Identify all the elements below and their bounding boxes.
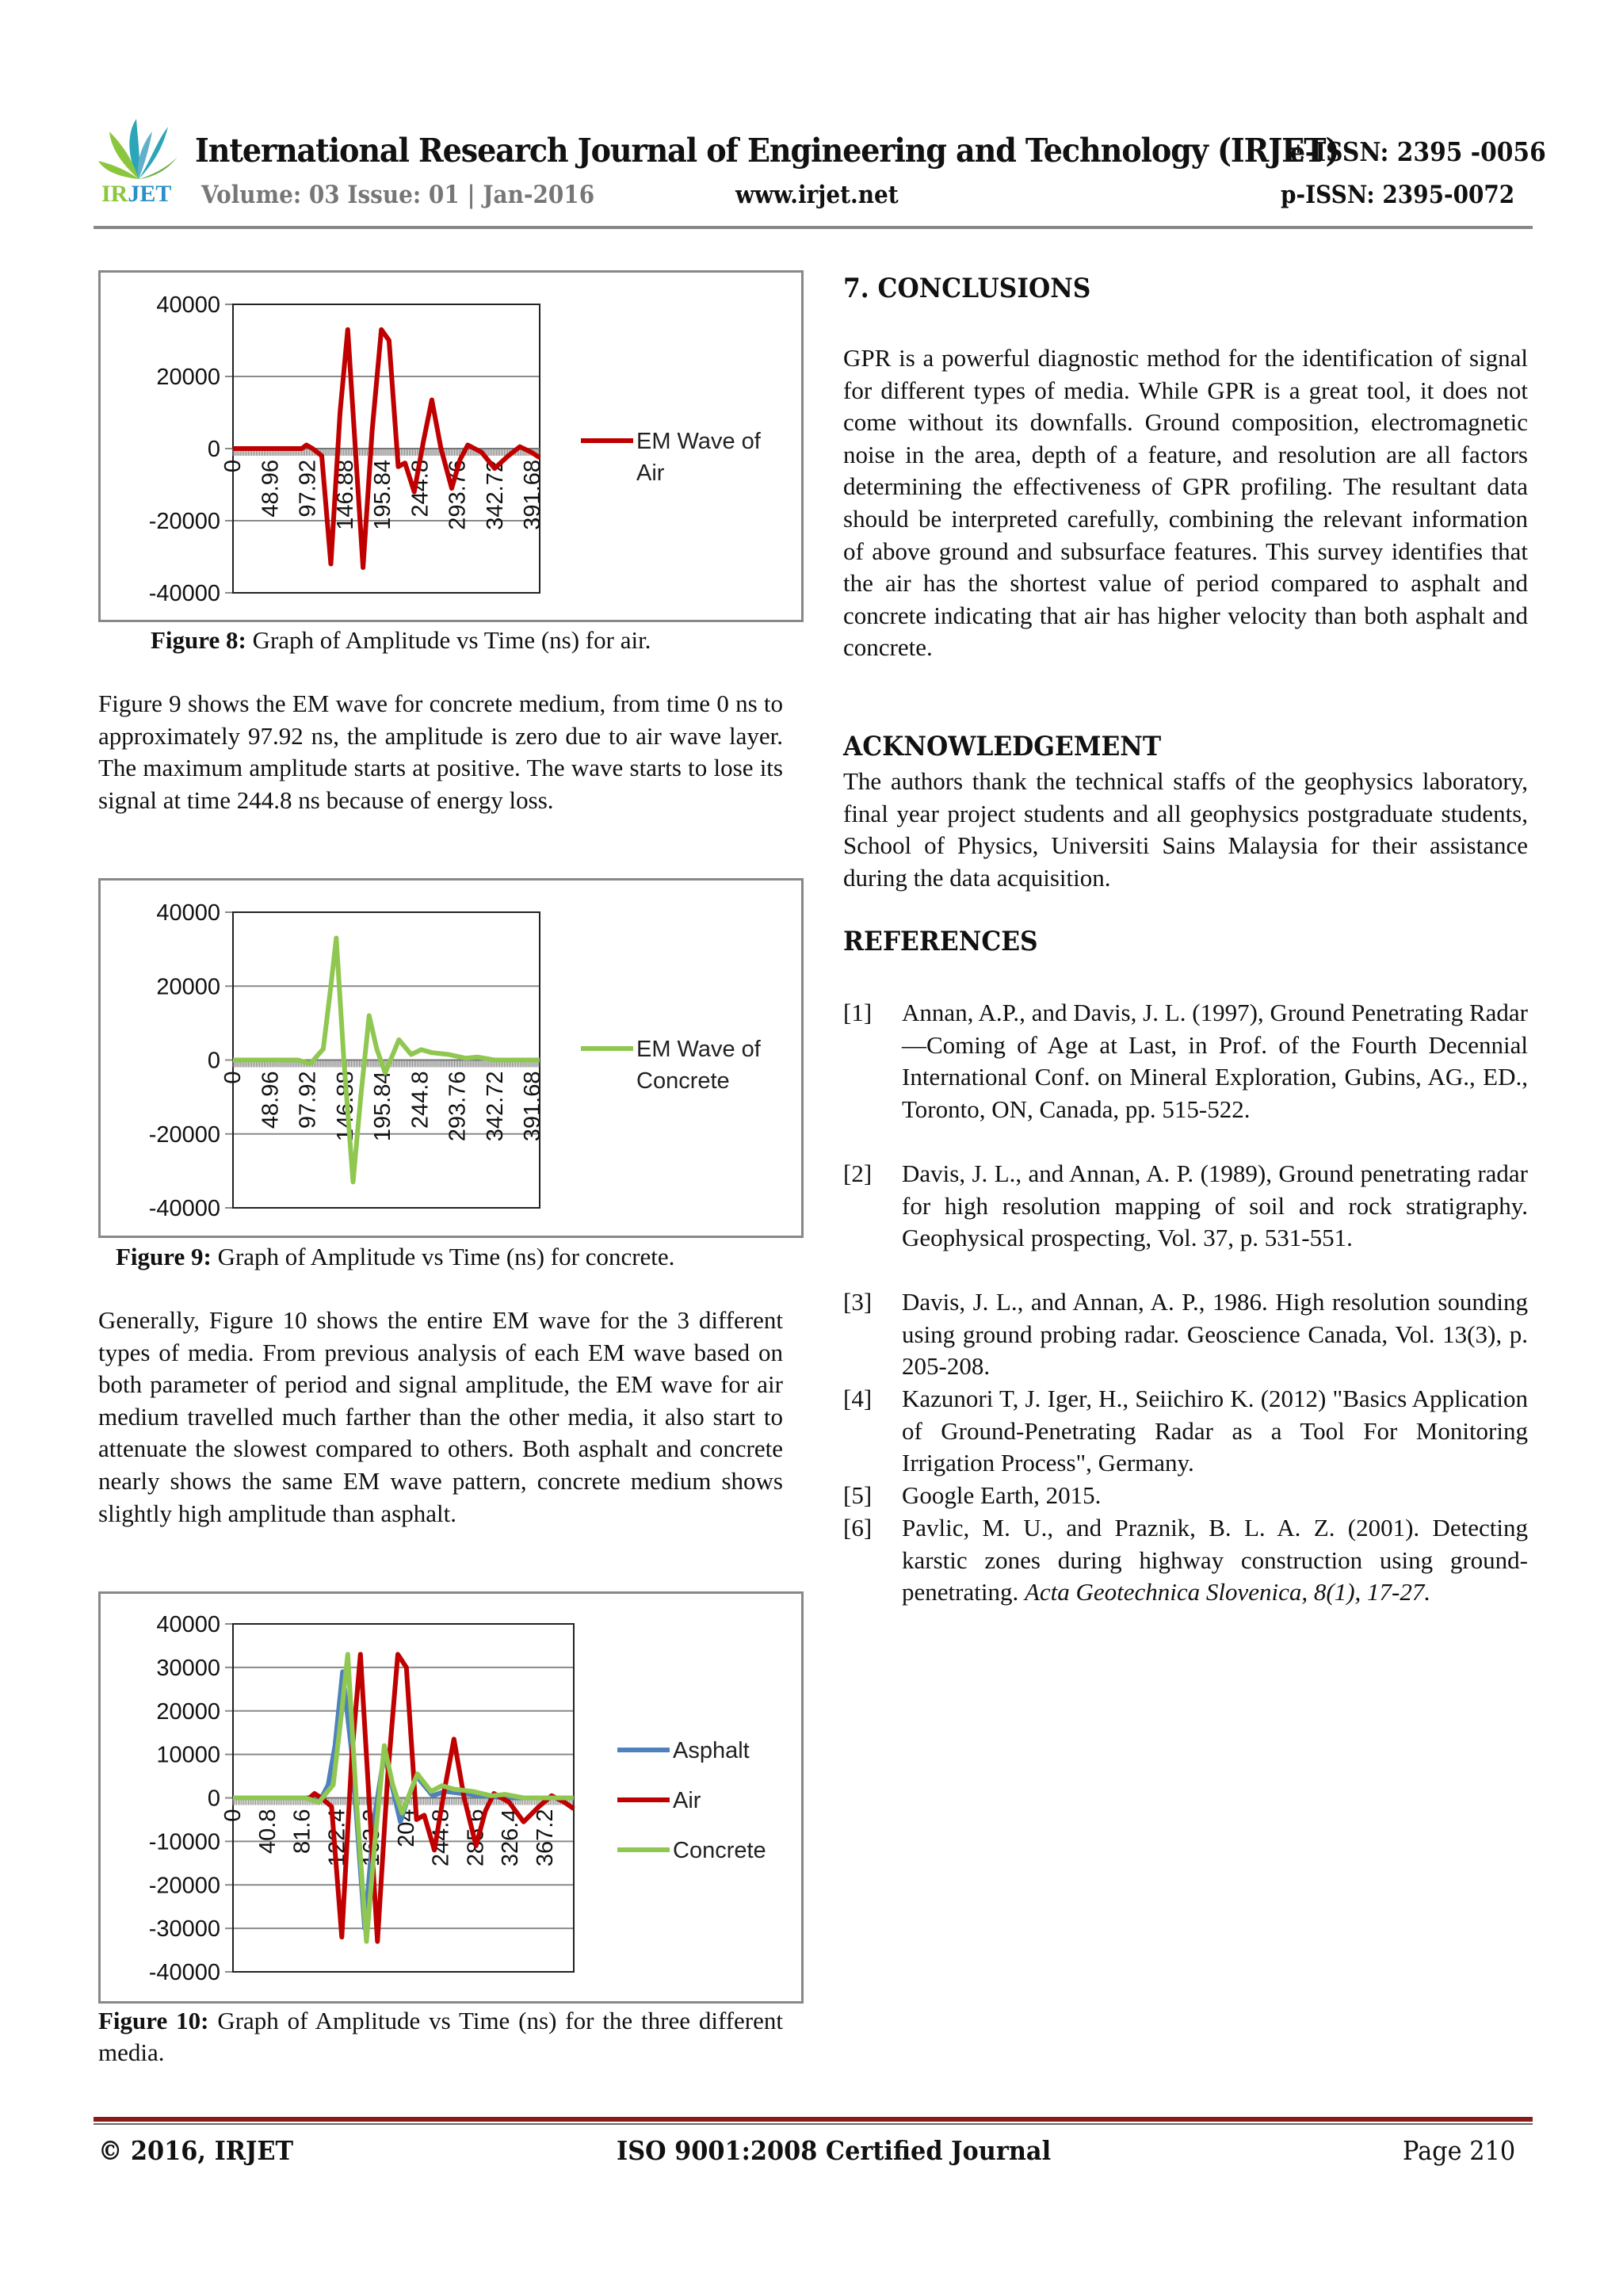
paragraph-figure-10-description: Generally, Figure 10 shows the entire EM wave for the 3 different types of media. From previous analysis of each EM wave based on both parameter of period and signal amplitude, the EM wave for air medium travelled much farther than the other media, it also start to attenuate the slowest compared to others. Both asphalt and concrete nearly shows the same EM wave pattern, concrete medium shows slightly high amplitude than asphalt. [98, 1306, 783, 1527]
reference-item [843, 1158, 1528, 1255]
reference-journal: Acta Geotechnica Slovenica, 8(1), 17-27. [1024, 1578, 1431, 1606]
figure-8-caption [151, 625, 651, 656]
x-tick-label: 0 [220, 460, 246, 473]
references-heading: REFERENCES [843, 926, 1038, 957]
footer-divider [94, 2117, 1533, 2122]
y-tick-label: -40000 [148, 1960, 220, 1985]
footer-page-number: Page 210 [1403, 2135, 1516, 2166]
reference-text-main: Pavlic, M. U., and Praznik, B. L. A. Z. (2001). Detecting karstic zones during highway construction using ground-penetrating. [902, 1514, 1528, 1606]
reference-item [843, 1286, 1528, 1383]
x-tick-label: 48.96 [258, 460, 284, 518]
figure-10-caption [98, 2005, 783, 2069]
e-issn: e-ISSN: 2395 -0056 [1290, 136, 1546, 167]
x-tick-label: 285.6 [463, 1809, 489, 1867]
reference-text: Davis, J. L., and Annan, A. P. (1989), Ground penetrating radar for high resolution mapping of soil and rock stratigraphy. Geophysical prospecting, Vol. 37, p. 531-551. [902, 1159, 1528, 1252]
reference-number: [1] [843, 999, 873, 1026]
reference-number: [2] [843, 1159, 873, 1187]
conclusions-text: GPR is a powerful diagnostic method for the identification of signal for different types of media. While GPR is a great tool, it does not come without its downfalls. Ground composition, electromagnetic noise in the area, depth of a feature, and resolution are all factors determining the effectiveness of GPR profiling. The resultant data should be interpreted carefully, combining the relevant information of above ground and subsurface features. This survey identifies that the air has the shortest value of period compared to asphalt and concrete indicating that air has higher velocity than both asphalt and concrete. [843, 344, 1528, 662]
logo-leaves-icon [95, 117, 182, 181]
paragraph-figure-9-description: Figure 9 shows the EM wave for concrete medium, from time 0 ns to approximately 97.92 ns, the amplitude is zero due to air wave layer. The maximum amplitude starts at positive. The wave starts to lose its signal at time 244.8 ns because of energy loss. [98, 690, 783, 814]
x-tick-label: 244.8 [428, 1809, 454, 1867]
reference-item [843, 1512, 1528, 1609]
figure-8-label: Figure 8: [151, 626, 246, 654]
y-tick-label: 40000 [156, 900, 220, 926]
y-tick-label: -40000 [148, 581, 220, 606]
conclusions-heading: 7. CONCLUSIONS [843, 273, 1091, 304]
y-tick-label: 40000 [156, 1612, 220, 1637]
x-tick-label: 342.72 [482, 460, 508, 530]
p-issn: p-ISSN: 2395-0072 [1281, 181, 1515, 209]
x-tick-label: 40.8 [254, 1809, 281, 1854]
y-tick-label: 0 [207, 1048, 220, 1074]
figure-9-caption [116, 1241, 674, 1273]
figure-8-chart [98, 270, 804, 622]
x-tick-label: 342.72 [482, 1071, 508, 1142]
figure-10-caption-text: Graph of Amplitude vs Time (ns) for the three different media. [98, 2007, 783, 2066]
x-tick-label: 391.68 [520, 1071, 546, 1142]
acknowledgement-heading: ACKNOWLEDGEMENT [843, 731, 1162, 762]
x-tick-label: 163.2 [359, 1809, 385, 1867]
figure-10-svg [101, 1594, 801, 2001]
x-tick-label: 81.6 [289, 1809, 315, 1854]
y-tick-label: -20000 [148, 1121, 220, 1148]
legend-label: EM Wave of [636, 429, 761, 454]
y-tick-label: 10000 [156, 1742, 220, 1768]
y-tick-label: 20000 [156, 1698, 220, 1725]
x-tick-label: 367.2 [532, 1809, 558, 1867]
figure-10-label: Figure 10: [98, 2007, 209, 2034]
x-tick-label: 204 [393, 1809, 419, 1847]
volume-issue: Volume: 03 Issue: 01 | Jan-2016 [201, 181, 595, 209]
figure-8-svg [101, 273, 801, 620]
reference-text: Kazunori T, J. Iger, H., Seiichiro K. (2012) "Basics Application of Ground-Penetrating Radar as a Tool For Monitoring Irrigation Process", Germany. [902, 1385, 1528, 1477]
x-tick-label: 146.88 [332, 460, 358, 530]
logo-text-ir: IR [101, 181, 128, 207]
reference-text: Google Earth, 2015. [902, 1481, 1102, 1509]
legend-label: Concrete [636, 1068, 730, 1094]
figure-9-label: Figure 9: [116, 1243, 212, 1270]
y-tick-label: -30000 [148, 1916, 220, 1943]
footer-divider-thin [94, 2123, 1533, 2125]
x-tick-label: 293.76 [445, 460, 471, 530]
legend-label: Asphalt [673, 1738, 750, 1763]
reference-text: Annan, A.P., and Davis, J. L. (1997), Ground Penetrating Radar—Coming of Age at Last, in Prof. of the Fourth Decennial International Conf. on Mineral Exploration, Gubins, AG., ED., Toronto, ON, Canada, pp. 515-522. [902, 999, 1528, 1123]
figure-8-caption-text: Graph of Amplitude vs Time (ns) for air. [246, 626, 651, 654]
figure-9-svg [101, 881, 801, 1236]
x-tick-label: 0 [220, 1809, 246, 1822]
reference-number: [6] [843, 1514, 873, 1541]
reference-item [843, 1480, 1528, 1512]
legend-label: EM Wave of [636, 1037, 761, 1062]
y-tick-label: 0 [207, 1786, 220, 1812]
x-tick-label: 97.92 [295, 1071, 321, 1129]
website-link[interactable]: www.irjet.net [735, 181, 899, 209]
y-tick-label: -20000 [148, 509, 220, 534]
figure-9-caption-text: Graph of Amplitude vs Time (ns) for concrete. [211, 1243, 675, 1270]
figure-9-chart [98, 878, 804, 1238]
x-tick-label: 122.4 [324, 1809, 350, 1867]
x-tick-label: 146.88 [332, 1071, 358, 1142]
reference-text: Davis, J. L., and Annan, A. P., 1986. High resolution sounding using ground probing radar. Geoscience Canada, Vol. 13(3), p. 205-208. [902, 1288, 1528, 1381]
x-tick-label: 293.76 [445, 1071, 471, 1142]
y-tick-label: -20000 [148, 1873, 220, 1899]
footer-copyright: © 2016, IRJET [98, 2135, 294, 2166]
logo-text [101, 181, 171, 208]
x-tick-label: 48.96 [258, 1071, 284, 1129]
footer-certification: ISO 9001:2008 Certified Journal [617, 2135, 1052, 2166]
x-tick-label: 391.68 [520, 460, 546, 530]
y-tick-label: 40000 [156, 292, 220, 318]
reference-item [843, 1383, 1528, 1480]
reference-item [843, 997, 1528, 1125]
legend-label: Air [673, 1788, 701, 1813]
y-tick-label: -40000 [148, 1196, 220, 1221]
reference-number: [5] [843, 1481, 873, 1509]
figure-10-chart [98, 1591, 804, 2004]
header-divider [94, 226, 1533, 229]
x-tick-label: 244.8 [407, 1071, 433, 1129]
x-tick-label: 0 [220, 1071, 246, 1084]
logo-text-jet: JET [128, 181, 172, 207]
y-tick-label: -10000 [148, 1829, 220, 1855]
x-tick-label: 195.84 [370, 460, 396, 530]
y-tick-label: 0 [207, 437, 220, 462]
x-tick-label: 97.92 [295, 460, 321, 518]
acknowledgement-text: The authors thank the technical staffs of the geophysics laboratory, final year project students and all geophysics postgraduate students, School of Physics, Universiti Sains Malaysia for their assistance during the data acquisition. [843, 767, 1528, 892]
journal-title: International Research Journal of Engineering and Technology (IRJET) [195, 132, 1339, 170]
x-tick-label: 244.8 [407, 460, 433, 518]
reference-number: [3] [843, 1288, 873, 1316]
reference-number: [4] [843, 1385, 873, 1412]
x-tick-label: 326.4 [498, 1809, 524, 1867]
legend-label: Concrete [673, 1838, 766, 1863]
x-tick-label: 195.84 [370, 1071, 396, 1142]
reference-text [902, 1512, 1528, 1609]
y-tick-label: 20000 [156, 365, 220, 390]
y-tick-label: 20000 [156, 974, 220, 1000]
y-tick-label: 30000 [156, 1655, 220, 1681]
legend-label: Air [636, 460, 665, 486]
